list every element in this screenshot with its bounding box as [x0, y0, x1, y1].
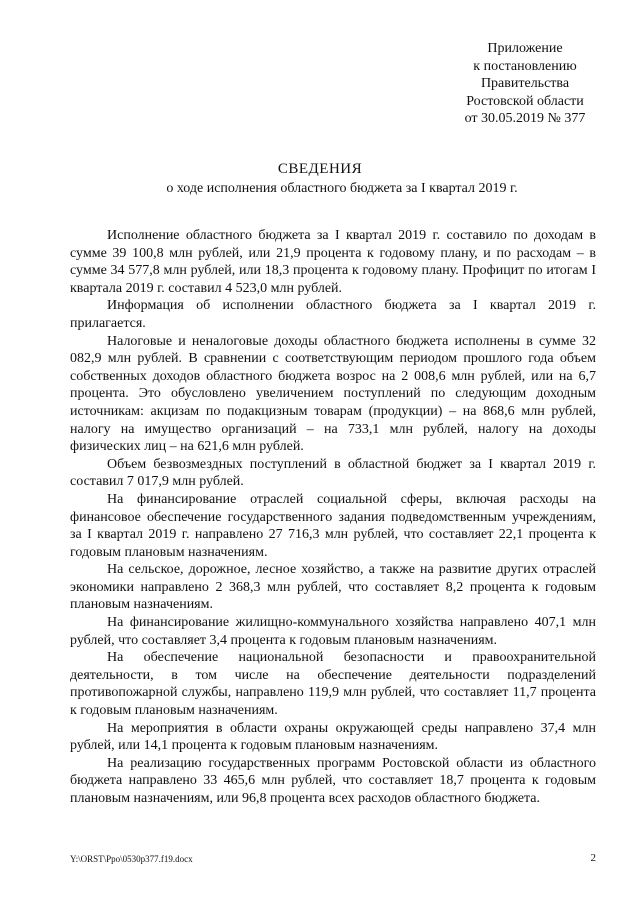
- paragraph: На финансирование жилищно-коммунального хозяйства направлено 407,1 млн рублей, что составляет 3,4 процента к годовым плановым назначениям.: [70, 615, 596, 648]
- attachment-line: Правительства: [480, 76, 570, 91]
- paragraph: На сельское, дорожное, лесное хозяйство, а также на развитие других отраслей экономики направлено 2 368,3 млн рублей, что составляет 8,2 процента к годовым плановым назначениям.: [70, 562, 596, 613]
- paragraph: Налоговые и неналоговые доходы областного бюджета исполнены в сумме 32 082,9 млн рублей. В сравнении с соответствующим периодом прошлого года объем собственных доходов областного бюджета возрос на 2 008,6 млн рублей, или на 6,7 процента. Это обусловлено увеличением поступлений по следующим доходным источникам: акцизам по подакцизным товарам (продукции) – на 868,6 млн рублей, налогу на имущество организаций – на 733,1 млн рублей, налогу на доходы физических лиц – на 621,6 млн рублей.: [70, 333, 596, 455]
- attachment-line: к постановлению: [473, 58, 577, 74]
- document-body: [70, 227, 596, 808]
- attachment-line: Приложение: [487, 41, 563, 56]
- paragraph: На мероприятия в области охраны окружающей среды направлено 37,4 млн рублей, или 14,1 процента к годовым плановым назначениям.: [70, 720, 596, 754]
- paragraph: На реализацию государственных программ Ростовской области из областного бюджета направлено 33 465,6 млн рублей, что составляет 18,7 процента к годовым плановым назначениям, или 96,8 процента всех расходов областного бюджета.: [70, 755, 596, 806]
- attachment-line: Ростовской области: [466, 93, 584, 109]
- attachment-line: от 30.05.2019 № 377: [464, 111, 586, 126]
- paragraph: На финансирование отраслей социальной сферы, включая расходы на финансовое обеспечение государственного задания подведомственным учреждениям, за I квартал 2019 г. направлено 27 716,3 млн рублей, что составляет 22,1 процента к годовым плановым назначениям.: [70, 491, 596, 560]
- paragraph: Исполнение областного бюджета за I квартал 2019 г. составило по доходам в сумме 39 100,8 млн рублей, или 21,9 процента к годовому плану, и по расходам – в сумме 34 577,8 млн рублей, или 18,3 процента к годовому плану. Профицит по итогам I квартала 2019 г. составил 4 523,0 млн рублей.: [70, 228, 596, 296]
- paragraph: Информация об исполнении областного бюджета за I квартал 2019 г. прилагается.: [70, 298, 596, 331]
- footer-file-path: Y:\ORST\Ppo\0530p377.f19.docx: [70, 854, 193, 864]
- attachment-block: [420, 40, 630, 128]
- document-heading: [0, 160, 640, 198]
- document-subtitle: о ходе исполнения областного бюджета за I квартал 2019 г.: [166, 181, 518, 196]
- document-title: СВЕДЕНИЯ: [277, 161, 363, 177]
- page-number: 2: [590, 852, 596, 864]
- paragraph: На обеспечение национальной безопасности и правоохранительной деятельности, в том числе на обеспечение деятельности подразделений противопожарной службы, направлено 119,9 млн рублей, что составляет 11,7 процента к годовым плановым назначениям.: [70, 650, 596, 719]
- paragraph: Объем безвозмездных поступлений в областной бюджет за I квартал 2019 г. составил 7 017,9 млн рублей.: [70, 456, 596, 490]
